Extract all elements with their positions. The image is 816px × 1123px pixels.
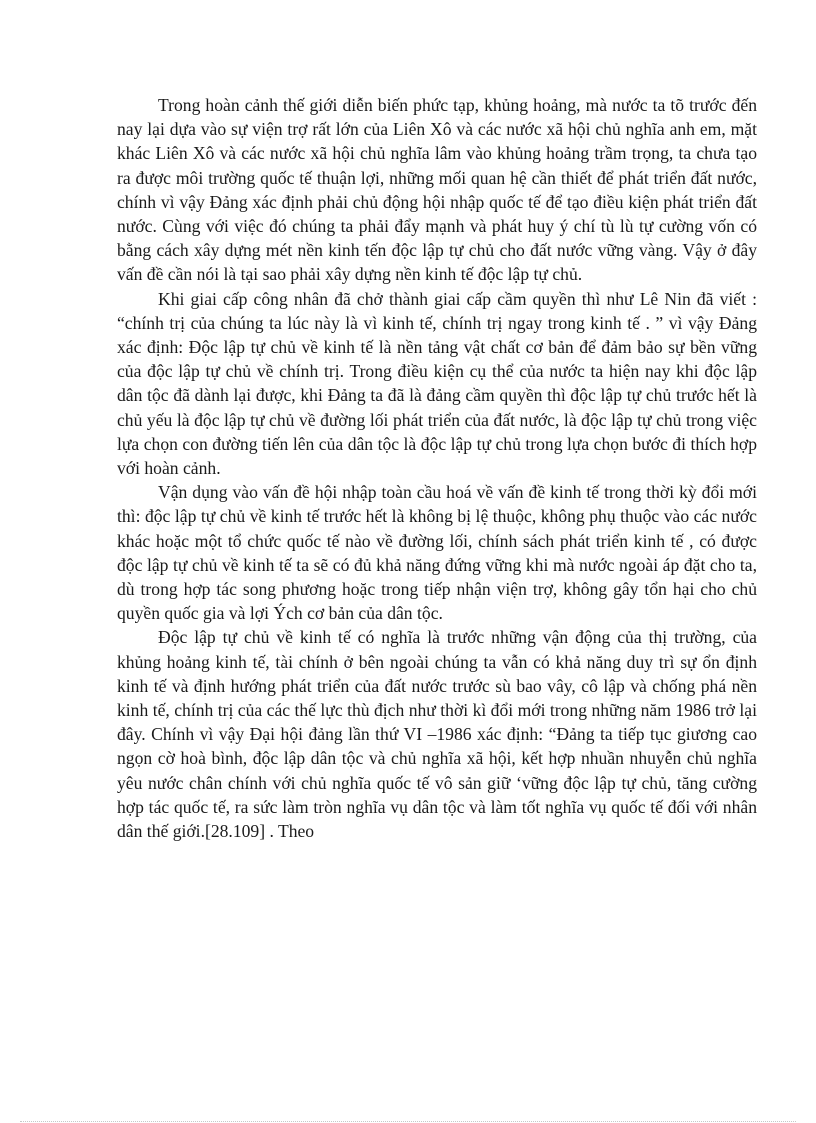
- paragraph-3: Vận dụng vào vấn đề hội nhập toàn cầu hoá về vấn đề kinh tế trong thời kỳ đổi mới thì: độc lập tự chủ về kinh tế trước hết là không bị lệ thuộc, không phụ thuộc vào các nước khác hoặc một tổ chức quốc tế nào về đường lối, chính sách phát triển kinh tế , có được độc lập tự chủ về kinh tế ta sẽ có đủ khả năng đứng vững khi mà nước ngoài áp đặt cho ta, dù trong hợp tác song phương hoặc trong tiếp nhận viện trợ, không gây tổn hại cho chủ quyền quốc gia và lợi Ých cơ bản của dân tộc.: [117, 482, 757, 624]
- paragraph-1: Trong hoàn cảnh thế giới diễn biến phức tạp, khủng hoảng, mà nước ta tõ trước đến nay lại dựa vào sự viện trợ rất lớn của Liên Xô và các nước xã hội chủ nghĩa anh em, mặt khác Liên Xô và các nước xã hội chủ nghĩa lâm vào khủng hoảng trầm trọng, ta chưa tạo ra được môi trường quốc tế thuận lợi, những mối quan hệ cần thiết để phát triển đất nước, chính vì vậy Đảng xác định phải chủ động hội nhập quốc tế để tạo điều kiện phát triển đất nước. Cùng với việc đó chúng ta phải đẩy mạnh và phát huy ý chí tù lù tự cường vốn có bằng cách xây dựng mét nền kinh tến độc lập tự chủ cho đất nước vững vàng. Vậy ở đây vấn đề cần nói là tại sao phải xây dựng nền kinh tế độc lập tự chủ.: [117, 95, 757, 285]
- page-bottom-divider: [20, 1121, 796, 1122]
- body-text: [117, 93, 757, 843]
- paragraph-4: Độc lập tự chủ về kinh tế có nghĩa là trước những vận động của thị trường, của khủng hoảng kinh tế, tài chính ở bên ngoài chúng ta vẫn có khả năng duy trì sự ổn định kinh tế và định hướng phát triển của đất nước trước sù bao vây, cô lập và chống phá nền kinh tế, chính trị của các thế lực thù địch như thời kì đổi mới trong những năm 1986 trở lại đây. Chính vì vậy Đại hội đảng lần thứ VI –1986 xác định: “Đảng ta tiếp tục giương cao ngọn cờ hoà bình, độc lập dân tộc và chủ nghĩa xã hội, kết hợp nhuần nhuyễn chủ nghĩa yêu nước chân chính với chủ nghĩa quốc tế vô sản giữ ‘vững độc lập tự chủ, tăng cường hợp tác quốc tế, ra sức làm tròn nghĩa vụ dân tộc và làm tốt nghĩa vụ quốc tế đối với nhân dân thế giới.[28.109] . Theo: [117, 627, 757, 842]
- paragraph-2: Khi giai cấp công nhân đã chở thành giai cấp cầm quyền thì như Lê Nin đã viết : “chính trị của chúng ta lúc này là vì kinh tế, chính trị ngay trong kinh tế . ” vì vậy Đảng xác định: Độc lập tự chủ về kinh tế là nền tảng vật chất cơ bản để đảm bảo sự bền vững của độc lập tự chủ về chính trị. Trong điều kiện cụ thể của nước ta hiện nay khi độc lập dân tộc đã dành lại được, khi Đảng ta đã là đảng cầm quyền thì độc lập tự chủ trước hết là chủ yếu là độc lập tự chủ về đường lối phát triển của đất nước, là độc lập tự chủ trong việc lựa chọn con đường tiến lên của dân tộc là độc lập tự chủ trong lựa chọn bước đi thích hợp với hoàn cảnh.: [117, 288, 757, 479]
